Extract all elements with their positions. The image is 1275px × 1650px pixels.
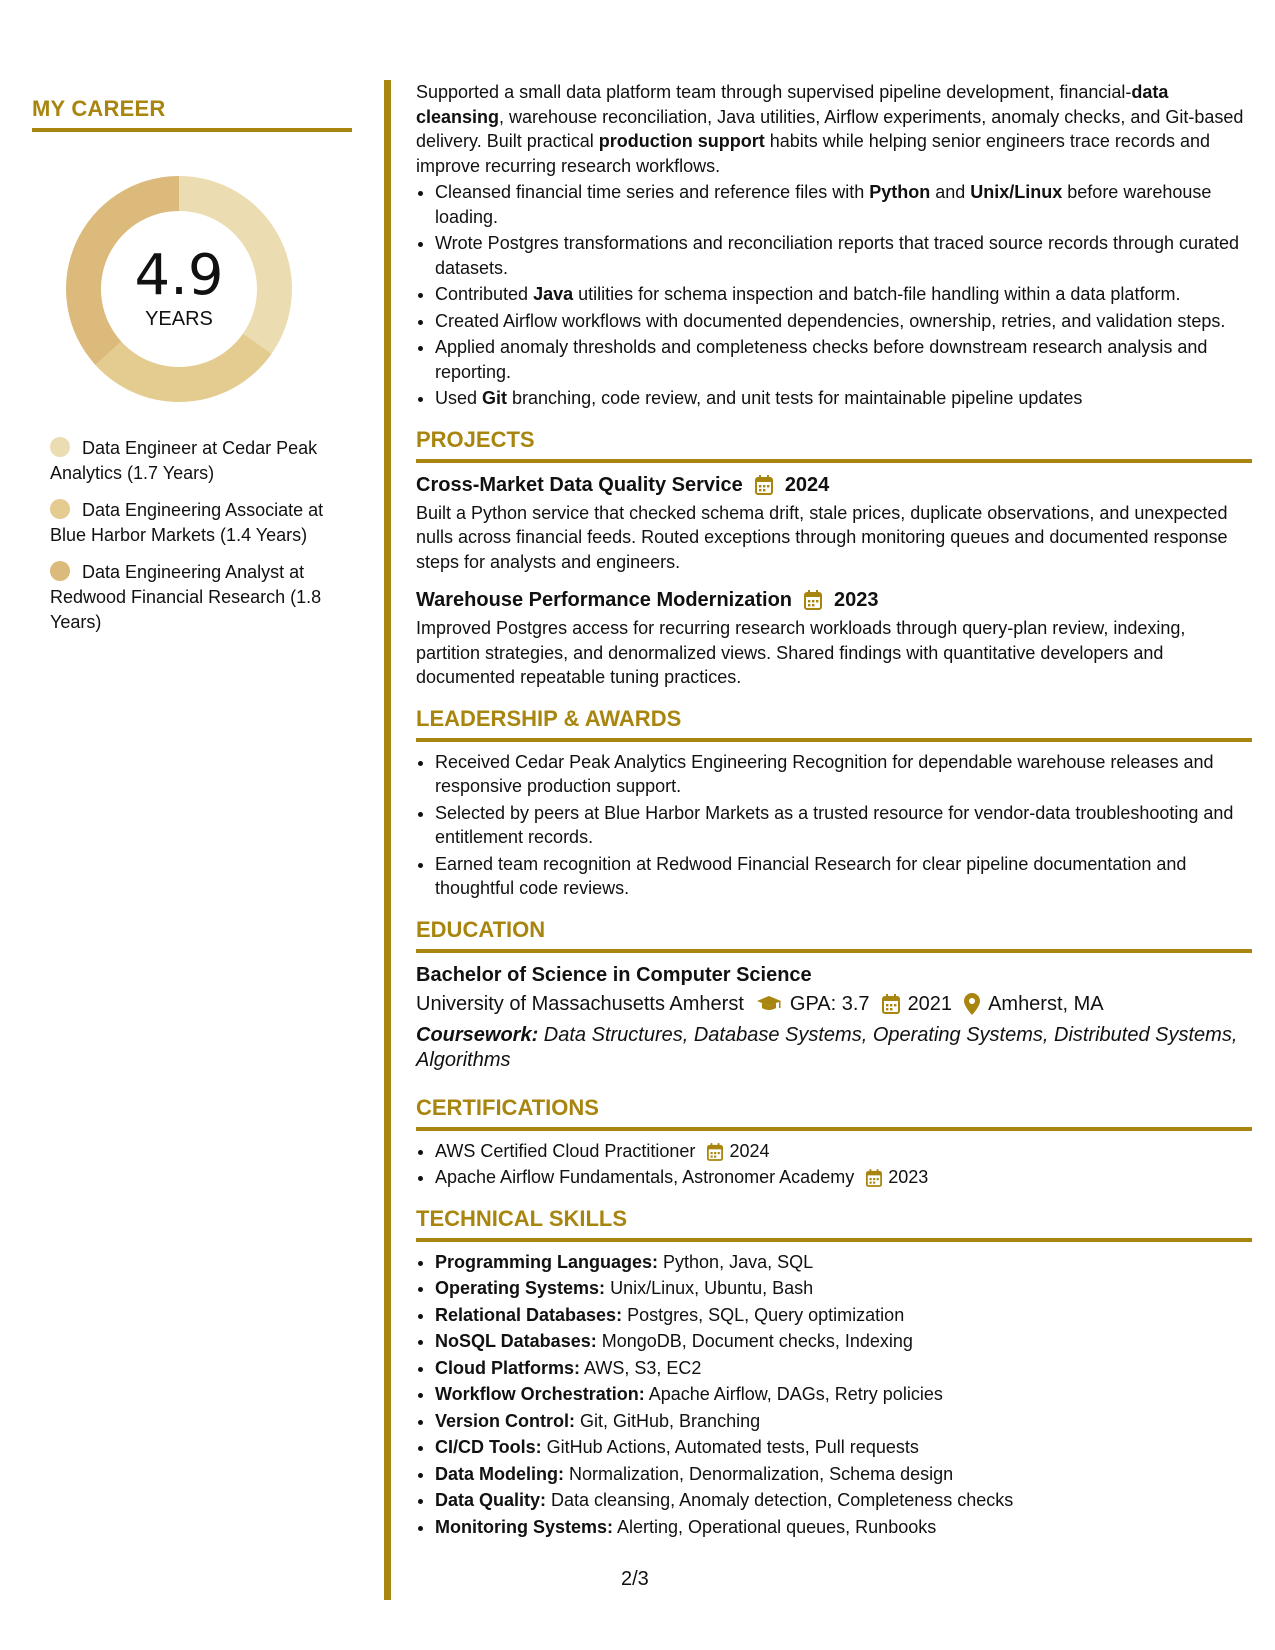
total-years-value: 4.9 xyxy=(134,242,224,308)
graduation-cap-icon xyxy=(756,995,782,1013)
legend-label: Data Engineering Analyst at Redwood Financial Research (1.8 Years) xyxy=(50,562,322,632)
legend-dot-icon xyxy=(50,561,70,581)
career-legend xyxy=(50,436,340,647)
list-item: • Contributed Java utilities for schema inspection and batch-file handling within a data platform. xyxy=(435,282,1252,307)
career-donut-chart xyxy=(66,176,292,402)
list-item: • Apache Airflow Fundamentals, Astronomer Academy 2023 xyxy=(435,1165,1252,1190)
list-item: • Programming Languages: Python, Java, SQL xyxy=(435,1250,1252,1275)
section-rule xyxy=(416,1238,1252,1242)
project-description: Improved Postgres access for recurring research workloads through query-plan review, indexing, partition strategies, and denormalized views. Shared findings with quantitative developers and documented repeatable tuning practices. xyxy=(416,618,1186,687)
section-rule xyxy=(416,459,1252,463)
list-item: • Earned team recognition at Redwood Financial Research for clear pipeline documentation and thoughtful code reviews. xyxy=(435,852,1252,901)
legend-label: Data Engineering Associate at Blue Harbor Markets (1.4 Years) xyxy=(50,500,324,545)
certifications-list xyxy=(416,1139,1252,1190)
main-content xyxy=(416,80,1252,1541)
list-item: • Operating Systems: Unix/Linux, Ubuntu, Bash xyxy=(435,1276,1252,1301)
section-rule xyxy=(416,1127,1252,1131)
list-item: • Cloud Platforms: AWS, S3, EC2 xyxy=(435,1356,1252,1381)
calendar-icon xyxy=(755,475,773,495)
legend-dot-icon xyxy=(50,499,70,519)
legend-item-role-3 xyxy=(50,560,340,635)
total-years-unit: YEARS xyxy=(145,307,213,330)
list-item: • Relational Databases: Postgres, SQL, Query optimization xyxy=(435,1303,1252,1328)
leadership-heading: LEADERSHIP & AWARDS xyxy=(416,705,682,731)
location-pin-icon xyxy=(964,993,980,1015)
list-item: • Received Cedar Peak Analytics Engineering Recognition for dependable warehouse releases and responsive production support. xyxy=(435,750,1252,799)
skills-list xyxy=(416,1250,1252,1540)
donut-center xyxy=(66,176,292,402)
list-item: • Created Airflow workflows with documented dependencies, ownership, retries, and validation steps. xyxy=(435,309,1252,334)
education-year: 2021 xyxy=(907,992,953,1015)
career-title-rule xyxy=(32,128,352,132)
section-rule xyxy=(416,738,1252,742)
education-details xyxy=(416,989,1252,1019)
list-item: • Wrote Postgres transformations and reconciliation reports that traced source records through curated datasets. xyxy=(435,231,1252,280)
leadership-list xyxy=(416,750,1252,901)
project-year: 2024 xyxy=(784,473,830,496)
section-rule xyxy=(416,949,1252,953)
project-year: 2023 xyxy=(834,589,879,611)
certifications-heading: CERTIFICATIONS xyxy=(416,1094,599,1120)
experience-bullets xyxy=(416,180,1252,411)
project-description: Built a Python service that checked schema drift, stale prices, duplicate observations, and unexpected nulls across financial feeds. Routed exceptions through monitoring queues and documented response steps for analysts and engineers. xyxy=(416,502,1228,572)
career-title: MY CAREER xyxy=(32,96,166,121)
page-number: 2/3 xyxy=(621,1568,649,1590)
education-location: Amherst, MA xyxy=(988,992,1104,1015)
list-item: • CI/CD Tools: GitHub Actions, Automated tests, Pull requests xyxy=(435,1435,1252,1460)
list-item: • Data Quality: Data cleansing, Anomaly detection, Completeness checks xyxy=(435,1488,1252,1513)
project-title: Warehouse Performance Modernization 2023 xyxy=(416,586,1252,614)
legend-item-role-1 xyxy=(50,436,340,486)
calendar-icon xyxy=(866,1169,882,1187)
list-item: • Version Control: Git, GitHub, Branching xyxy=(435,1409,1252,1434)
list-item: • NoSQL Databases: MongoDB, Document checks, Indexing xyxy=(435,1329,1252,1354)
list-item: • Workflow Orchestration: Apache Airflow, DAGs, Retry policies xyxy=(435,1382,1252,1407)
legend-dot-icon xyxy=(50,437,70,457)
education-heading: EDUCATION xyxy=(416,916,546,942)
list-item: • Used Git branching, code review, and unit tests for maintainable pipeline updates xyxy=(435,386,1252,411)
projects-heading: PROJECTS xyxy=(416,426,535,452)
column-divider xyxy=(384,80,391,1600)
list-item: • Selected by peers at Blue Harbor Markets as a trusted resource for vendor-data troubleshooting and entitlement records. xyxy=(435,801,1252,850)
legend-item-role-2 xyxy=(50,498,340,548)
project-title: Cross-Market Data Quality Service 2024 xyxy=(416,471,1252,499)
career-sidebar xyxy=(32,96,352,632)
calendar-icon xyxy=(707,1143,723,1161)
experience-summary: Supported a small data platform team through supervised pipeline development, financial-data cleansing, warehouse reconciliation, Java utilities, Airflow experiments, anomaly checks, and Git-based delivery. Built practical production support habits while helping senior engineers trace records and improve recurring research workflows. xyxy=(416,82,1244,176)
list-item: • Cleansed financial time series and reference files with Python and Unix/Linux before warehouse loading. xyxy=(435,180,1252,229)
list-item: • Data Modeling: Normalization, Denormalization, Schema design xyxy=(435,1462,1252,1487)
list-item: • Monitoring Systems: Alerting, Operational queues, Runbooks xyxy=(435,1515,1252,1540)
list-item: • AWS Certified Cloud Practitioner 2024 xyxy=(435,1139,1252,1164)
calendar-icon xyxy=(804,590,822,610)
list-item: • Applied anomaly thresholds and completeness checks before downstream research analysis and reporting. xyxy=(435,335,1252,384)
legend-label: Data Engineer at Cedar Peak Analytics (1.7 Years) xyxy=(50,438,318,483)
education-coursework: Coursework: Data Structures, Database Systems, Operating Systems, Distributed Systems, Algorithms xyxy=(416,1023,1238,1071)
skills-heading: TECHNICAL SKILLS xyxy=(416,1205,628,1231)
education-degree: Bachelor of Science in Computer Science xyxy=(416,963,812,986)
calendar-icon xyxy=(882,994,900,1014)
education-gpa: GPA: 3.7 xyxy=(789,992,870,1015)
education-school: University of Massachusetts Amherst xyxy=(416,992,744,1015)
